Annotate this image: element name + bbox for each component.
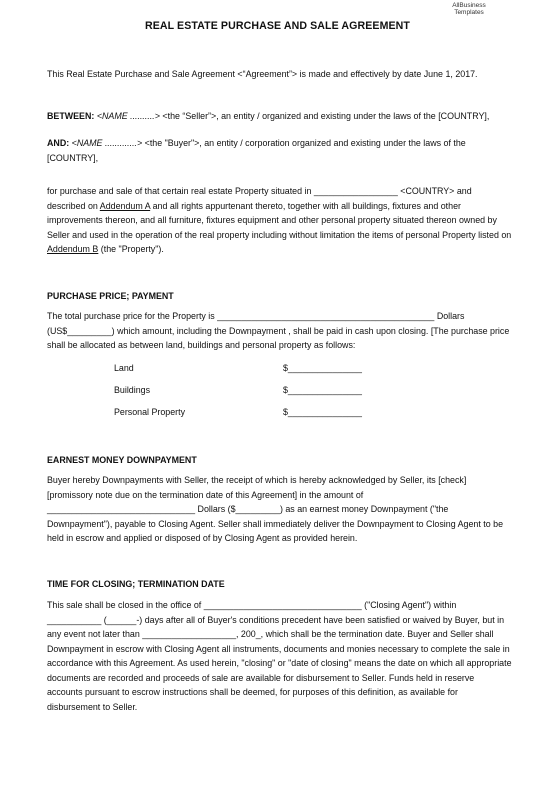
closing-heading: TIME FOR CLOSING; TERMINATION DATE	[47, 579, 225, 589]
intro-paragraph: This Real Estate Purchase and Sale Agreement <“Agreement”> is made and effectively by date June 1, 2017.	[47, 69, 478, 79]
allocation-land-label: Land	[114, 363, 134, 373]
addendum-a-link: Addendum A	[99, 200, 151, 211]
earnest-heading: EARNEST MONEY DOWNPAYMENT	[47, 455, 197, 465]
buyer-name-placeholder: <NAME .............>	[71, 138, 143, 148]
brand-line-1: AllBusiness	[452, 2, 486, 9]
purchase-paragraph: The total purchase price for the Property is ____________________________________________ Dollars (US$_________) which amount, including the Downpayment , shall be paid in cash upon closing. [The purchase price shall be allocated as between land, buildings and personal property as follows:	[47, 311, 510, 350]
allocation-buildings-label: Buildings	[114, 385, 151, 395]
allocation-personal-label: Personal Property	[114, 407, 186, 417]
property-text-3: (the "Property").	[98, 244, 164, 254]
property-paragraph	[47, 184, 512, 257]
and-text: <the "Buyer">, an entity / corporation organized and existing under the laws of the [COUNTRY],	[47, 138, 466, 163]
between-label: BETWEEN:	[47, 111, 95, 121]
allocation-land-value: $_______________	[283, 363, 362, 373]
closing-paragraph: This sale shall be closed in the office of ________________________________ ("Closing Agent") within ___________ (______-) days after all of Buyer's conditions precedent have been satisfied or waived by Buyer, but in any event not later than ___________________, 200_, which shall be the termination date. Buyer and Seller shall Downpayment in escrow with Closing Agent all instruments, documents and monies necessary to complete the sale in accordance with this Agreement. As used herein, "closing" or "date of closing" means the date on which all appropriate documents are recorded and proceeds of sale are available for disbursement to Seller. Funds held in reserve accounts pursuant to escrow instructions shall be deemed, for purposes of this definition, as available for disbursement to Seller.	[47, 600, 512, 712]
brand-line-2: Templates	[454, 9, 484, 16]
and-label: AND:	[47, 138, 70, 148]
between-paragraph	[47, 109, 512, 124]
seller-name-placeholder: <NAME ..........>	[96, 111, 160, 121]
property-text-1: for purchase and sale of that certain real estate Property situated in _________________ <COUNTRY> and described on	[47, 186, 472, 211]
property-text-2: and all rights appurtenant thereto, together with all buildings, fixtures and other improvements thereon, and all furniture, fixtures equipment and other personal property situated thereon owned by Seller and used in the operation of the real property including without limitation the items of personal Property listed on	[47, 200, 512, 240]
addendum-b-link: Addendum B	[47, 244, 99, 254]
document-title: REAL ESTATE PURCHASE AND SALE AGREEMENT	[144, 20, 411, 32]
earnest-paragraph: Buyer hereby Downpayments with Seller, the receipt of which is hereby acknowledged by Seller, its [check] [promissory note due on the termination date of this Agreement] in the amount of ______________________________ Dollars ($_________) as an earnest money Downpayment ("the Downpayment"), payable to Closing Agent. Seller shall immediately deliver the Downpayment to Closing Agent to be held in escrow and applied or disposed of by Closing Agent as provided herein.	[47, 475, 504, 543]
between-text: <the “Seller”>, an entity / organized and existing under the laws of the [COUNTRY],	[159, 111, 490, 121]
and-paragraph	[47, 136, 512, 165]
purchase-heading: PURCHASE PRICE; PAYMENT	[47, 291, 174, 301]
brand-logo	[439, 2, 499, 16]
allocation-buildings-value: $_______________	[283, 385, 362, 395]
allocation-personal-value: $_______________	[283, 407, 362, 417]
